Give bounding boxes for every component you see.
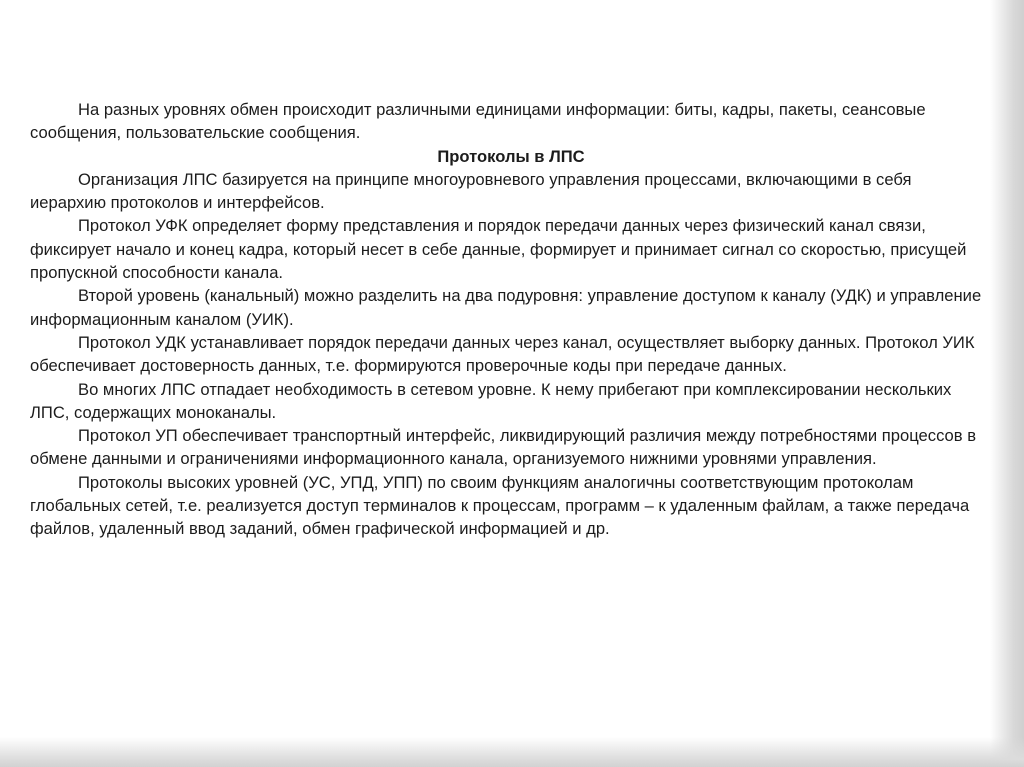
paragraph-lps-organization: Организация ЛПС базируется на принципе многоуровневого управления процессами, включающими в себя иерархию протоколов и интерфейсов. — [30, 169, 912, 213]
paragraph-second-level: Второй уровень (канальный) можно разделить на два подуровня: управление доступом к каналу (УДК) и управление информационным каналом (УИК). — [30, 286, 982, 329]
paragraph-ufk-protocol: Протокол УФК определяет форму представления и порядок передачи данных через физический канал связи, фиксирует начало и конец кадра, который несет в себе данные, формирует и принимает сигнал со скоростью, присущей пропускной способности канала. — [30, 216, 967, 283]
page-shadow-right — [990, 0, 1024, 767]
paragraph-network-level: Во многих ЛПС отпадает необходимость в сетевом уровне. К нему прибегают при комплексировании нескольких ЛПС, содержащих моноканалы. — [30, 379, 952, 422]
section-heading: Протоколы в ЛПС — [437, 146, 585, 166]
page-shadow-bottom — [0, 737, 1024, 767]
document-body — [30, 98, 992, 541]
paragraph-up-protocol: Протокол УП обеспечивает транспортный интерфейс, ликвидирующий различия между потребностями процессов в обмене данными и ограничениями информационного канала, организуемого нижними уровнями управления. — [30, 426, 977, 469]
paragraph-high-level-protocols: Протоколы высоких уровней (УС, УПД, УПП) по своим функциям аналогичны соответствующим протоколам глобальных сетей, т.е. реализуется доступ терминалов к процессам, программ – к удаленным файлам, а также передача файлов, удаленный ввод заданий, обмен графической информацией и др. — [30, 472, 970, 539]
paragraph-udk-uik-protocol: Протокол УДК устанавливает порядок передачи данных через канал, осуществляет выборку данных. Протокол УИК обеспечивает достоверность данных, т.е. формируются проверочные коды при передаче данных. — [30, 332, 975, 376]
paragraph-levels-exchange: На разных уровнях обмен происходит различными единицами информации: биты, кадры, пакеты, сеансовые сообщения, пользовательские сообщения. — [30, 100, 926, 143]
